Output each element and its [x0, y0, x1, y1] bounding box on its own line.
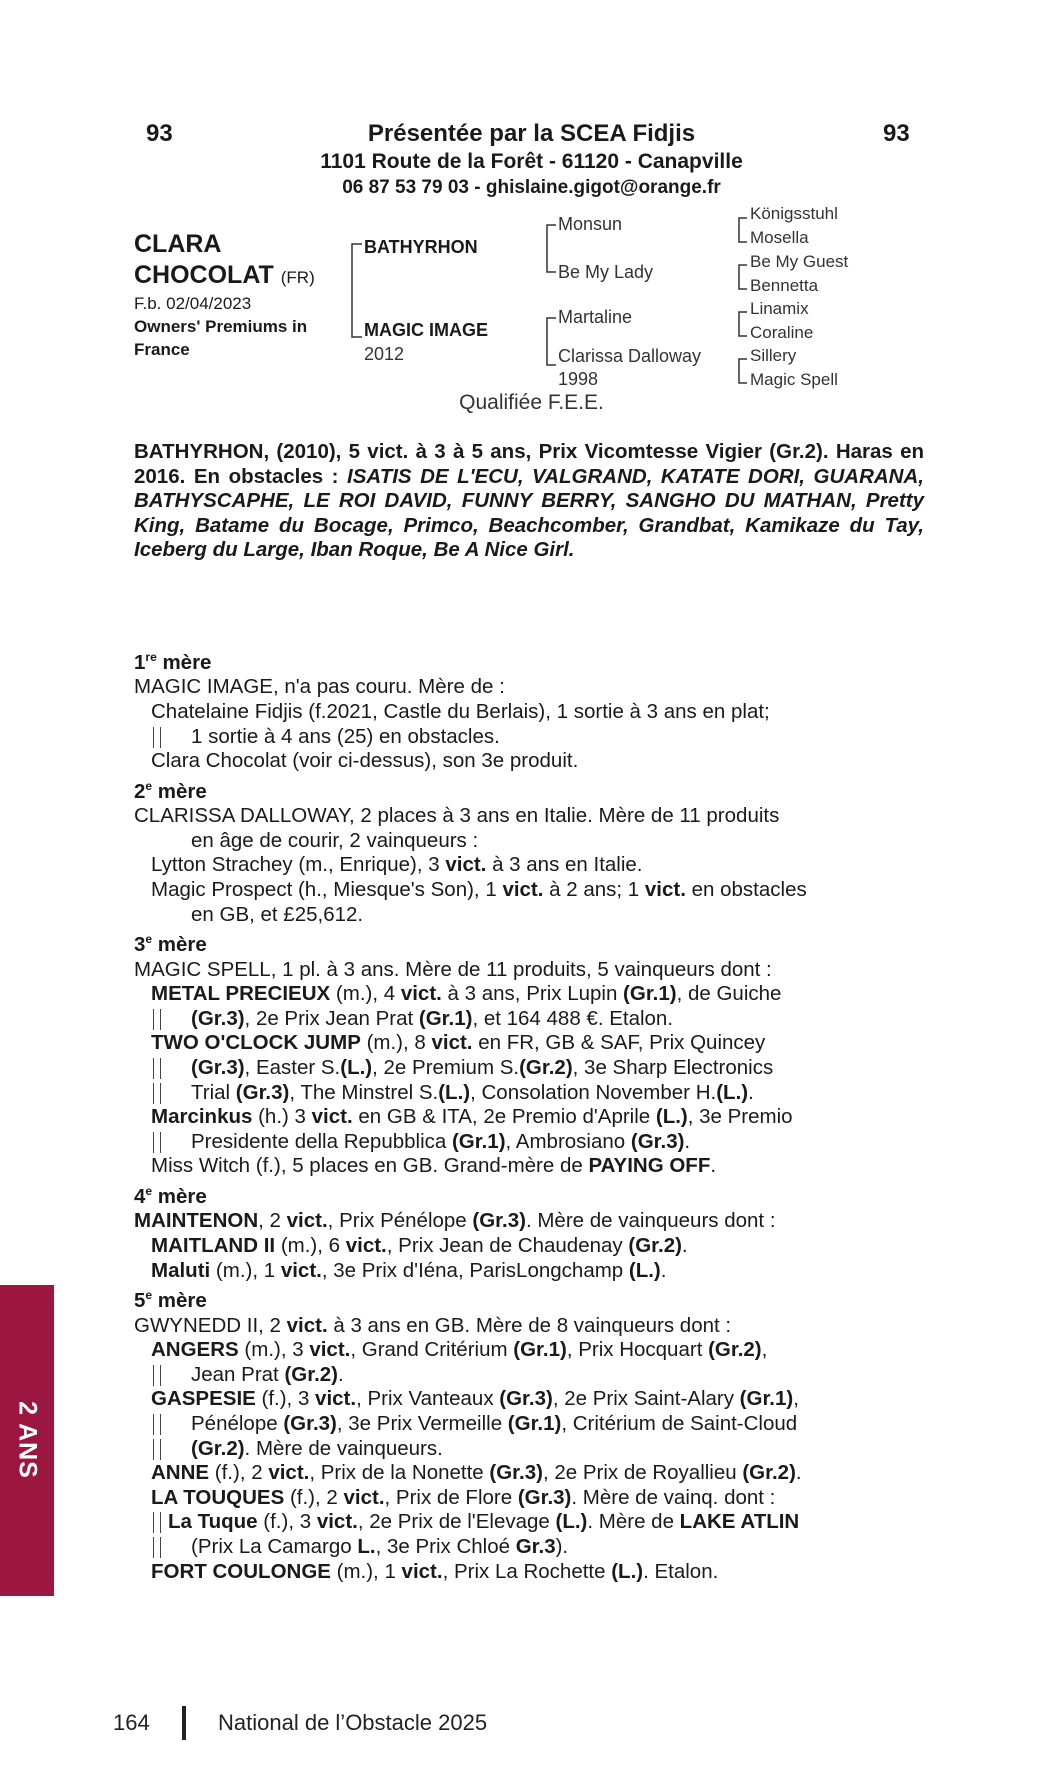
family-line: ANGERS (m.), 3 vict., Grand Critérium (Gr.1), Prix Hocquart (Gr.2), [151, 1338, 768, 1362]
family-line: (Gr.2). Mère de vainqueurs. [134, 1437, 944, 1462]
g3-ancestor: Sillery [750, 346, 797, 365]
family-line: Miss Witch (f.), 5 places en GB. Grand-mère de PAYING OFF. [151, 1154, 717, 1178]
family-line: Pénélope (Gr.3), 3e Prix Vermeille (Gr.1), Critérium de Saint-Cloud [134, 1412, 944, 1437]
consignor-address: 1101 Route de la Forêt - 61120 - Canapville [320, 150, 743, 173]
family-line: (Gr.3), Easter S.(L.), 2e Premium S.(Gr.2), 3e Sharp Electronics [134, 1056, 944, 1081]
g3-ancestor: Königsstuhl [750, 204, 838, 223]
dam-dam-year: 1998 [558, 369, 599, 389]
family-line: TWO O'CLOCK JUMP (m.), 8 vict. en FR, GB & SAF, Prix Quincey [151, 1031, 766, 1055]
sire-offspring-list: ISATIS DE L'ECU, VALGRAND, KATATE DORI, GUARANA, BATHYSCAPHE, LE ROI DAVID, FUNNY BERRY, SANGHO DU MATHAN, Pretty King, Batame du Bocage, Primco, Beachcomber, Grandbat, Kamikaze du Tay, Iceberg du Large, Iban Roque, Be A Nice Girl. [134, 464, 924, 561]
horse-origin: (FR) [280, 268, 315, 287]
lot-number-left: 93 [146, 120, 173, 147]
family-line: FORT COULONGE (m.), 1 vict., Prix La Rochette (L.). Etalon. [151, 1559, 719, 1583]
qualification-note: Qualifiée F.E.E. [459, 391, 604, 414]
family-line: MAINTENON, 2 vict., Prix Pénélope (Gr.3). Mère de vainqueurs dont : [134, 1209, 776, 1233]
family-line: Maluti (m.), 1 vict., 3e Prix d'Iéna, ParisLongchamp (L.). [151, 1258, 667, 1282]
owners-premiums-line1: Owners' Premiums in [134, 317, 308, 336]
family-line: CLARISSA DALLOWAY, 2 places à 3 ans en Italie. Mère de 11 produits [134, 804, 780, 828]
consignor-contact: 06 87 53 79 03 - ghislaine.gigot@orange.fr [342, 177, 721, 198]
family-line: ANNE (f.), 2 vict., Prix de la Nonette (Gr.3), 2e Prix de Royallieu (Gr.2). [151, 1461, 802, 1485]
family-section [134, 645, 944, 1584]
family-line: MAGIC IMAGE, n'a pas couru. Mère de : [134, 675, 505, 699]
family-line: MAGIC SPELL, 1 pl. à 3 ans. Mère de 11 produits, 5 vainqueurs dont : [134, 957, 772, 981]
family-line: (Prix La Camargo L., 3e Prix Chloé Gr.3). [134, 1535, 944, 1560]
dam-heading-2: 2e mère [134, 778, 207, 803]
horse-name-line1: CLARA [134, 230, 222, 258]
section-tab-label: 2 ANS [13, 1401, 42, 1479]
family-line: en âge de courir, 2 vainqueurs : [191, 828, 479, 852]
page-number: 164 [113, 1710, 150, 1735]
footer-divider [182, 1706, 186, 1740]
family-line: Lytton Strachey (m., Enrique), 3 vict. à 3 ans en Italie. [151, 853, 643, 877]
family-line: Clara Chocolat (voir ci-dessus), son 3e produit. [151, 749, 579, 773]
horse-details: F.b. 02/04/2023 [134, 294, 252, 313]
g3-ancestor: Magic Spell [750, 370, 838, 389]
dam-heading-5: 5e mère [134, 1288, 207, 1312]
publication-title: National de l’Obstacle 2025 [218, 1710, 488, 1735]
g3-ancestor: Be My Guest [750, 252, 849, 271]
family-line: Marcinkus (h.) 3 vict. en GB & ITA, 2e Premio d'Aprile (L.), 3e Premio [151, 1105, 793, 1129]
family-line: GWYNEDD II, 2 vict. à 3 ans en GB. Mère de 8 vainqueurs dont : [134, 1313, 732, 1337]
dam-heading-1: 1re mère [134, 650, 212, 674]
dam-heading-4: 4e mère [134, 1183, 207, 1208]
owners-premiums-line2: France [134, 340, 190, 359]
family-line: MAITLAND II (m.), 6 vict., Prix Jean de Chaudenay (Gr.2). [151, 1233, 688, 1257]
family-line: en GB, et £25,612. [191, 902, 364, 926]
dam-sire: Martaline [558, 307, 633, 327]
g3-ancestor: Linamix [750, 299, 809, 318]
lot-number-right: 93 [883, 120, 910, 147]
sire-sire: Monsun [558, 214, 623, 234]
horse-name-line2: CHOCOLAT (FR) [134, 261, 315, 289]
sire-dam: Be My Lady [558, 262, 654, 282]
sire-stud-record: BATHYRHON, (2010), 5 vict. à 3 à 5 ans, Prix Vicomtesse Vigier (Gr.2). Haras en 2016. En obstacles : ISATIS DE L'ECU, VALGRAND, KATATE DORI, GUARANA, BATHYSCAPHE, LE ROI DAVID, FUNNY BERRY, SANGHO DU MATHAN, Pretty King, Batame du Bocage, Primco, Beachcomber, Grandbat, Kamikaze du Tay, Iceberg du Large, Iban Roque, Be A Nice Girl. [134, 440, 924, 561]
family-line: Magic Prospect (h., Miesque's Son), 1 vict. à 2 ans; 1 vict. en obstacles [151, 878, 807, 901]
family-line: Chatelaine Fidjis (f.2021, Castle du Berlais), 1 sortie à 3 ans en plat; [151, 700, 770, 724]
sire-name: BATHYRHON [364, 237, 478, 257]
g3-ancestor: Coraline [750, 323, 814, 342]
family-line: 1 sortie à 4 ans (25) en obstacles. [134, 725, 944, 750]
family-line: Presidente della Repubblica (Gr.1), Ambrosiano (Gr.3). [134, 1130, 944, 1155]
family-line: Trial (Gr.3), The Minstrel S.(L.), Consolation November H.(L.). [134, 1081, 944, 1106]
pedigree-brackets [0, 0, 1063, 400]
g3-ancestor: Mosella [750, 228, 809, 247]
family-line: GASPESIE (f.), 3 vict., Prix Vanteaux (Gr.3), 2e Prix Saint-Alary (Gr.1), [151, 1387, 799, 1411]
family-line: (Gr.3), 2e Prix Jean Prat (Gr.1), et 164 488 €. Etalon. [134, 1007, 944, 1032]
section-tab [0, 1285, 54, 1596]
page-title: Présentée par la SCEA Fidjis [367, 120, 696, 147]
dam-name: MAGIC IMAGE [364, 320, 488, 340]
dam-year: 2012 [364, 344, 405, 364]
g3-ancestor: Bennetta [750, 276, 819, 295]
family-line: Jean Prat (Gr.2). [134, 1363, 944, 1388]
family-line: METAL PRECIEUX (m.), 4 vict. à 3 ans, Prix Lupin (Gr.1), de Guiche [151, 982, 782, 1006]
dam-heading-3: 3e mère [134, 932, 207, 957]
family-line: La Tuque (f.), 3 vict., 2e Prix de l'Elevage (L.). Mère de LAKE ATLIN [134, 1510, 944, 1535]
family-line: LA TOUQUES (f.), 2 vict., Prix de Flore (Gr.3). Mère de vainq. dont : [151, 1485, 776, 1509]
dam-dam: Clarissa Dalloway [558, 346, 702, 366]
